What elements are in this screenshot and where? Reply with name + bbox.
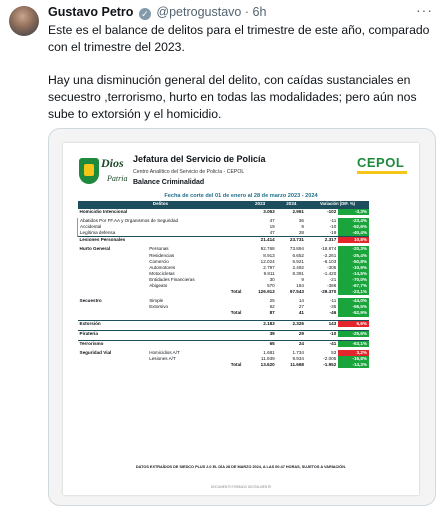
document-title: Jefatura del Servicio de Policía — [133, 154, 266, 164]
value-2024: 97.543 — [289, 289, 304, 295]
value-2024: 5.921 — [292, 258, 304, 264]
value-percent: -63,1% — [338, 340, 369, 347]
value-percent: -67,7% — [338, 283, 369, 289]
value-2023: 92.768 — [260, 246, 275, 252]
value-percent: -23,4% — [338, 218, 369, 224]
document-subtitle: Centro Analítico del Servicio de Policía - CEPOL — [133, 169, 245, 175]
value-2023: 87 — [269, 310, 275, 316]
value-2024: 23.731 — [277, 237, 306, 244]
value-2024: 36 — [298, 218, 304, 224]
value-percent: -40,4% — [338, 230, 369, 237]
value-2024: 2.326 — [277, 320, 306, 327]
value-2023: 126.913 — [258, 289, 275, 295]
header-variacion-label: Variación — [320, 201, 339, 207]
value-2024: 2.961 — [277, 209, 306, 216]
crime-subtype-label: Extorsivo — [149, 304, 169, 310]
value-percent: -52,6% — [338, 224, 369, 230]
value-2023: 9.811 — [263, 270, 275, 276]
value-difference: 143 — [306, 320, 338, 327]
value-percent: -70,0% — [338, 277, 369, 283]
crime-subtype-label: Personas — [149, 246, 169, 252]
table-row — [78, 320, 370, 327]
crime-table — [77, 201, 369, 368]
header-pct: % — [349, 201, 354, 207]
tweet-paragraph: Hay una disminución general del delito, con caídas sustanciales en secuestro ,terrorismo, hurto en todas las modalidades; pero aún nos sube to extorsión y el homicidio. — [48, 73, 417, 121]
table-header-row — [78, 201, 370, 209]
value-difference: -6.103 — [323, 258, 337, 264]
value-2023: 8.913 — [263, 252, 275, 258]
value-2023: 2.183 — [243, 320, 276, 327]
value-2023: 21.414 — [243, 237, 276, 244]
value-2023: 39 — [243, 330, 276, 337]
crime-subtype-label: Motocicletas — [149, 270, 175, 276]
value-2023: 62 — [269, 304, 275, 310]
value-2024: 9 — [301, 276, 304, 282]
value-difference: -10 — [329, 224, 337, 230]
crime-subtype-label: Simple — [149, 298, 164, 304]
value-percent: -10,9% — [338, 265, 369, 271]
value-difference: -35 — [329, 304, 337, 310]
value-percent: -50,8% — [338, 259, 369, 265]
value-2024: 73.894 — [289, 246, 304, 252]
verified-icon: ✓ — [139, 8, 151, 20]
author-handle[interactable]: @petrogustavo — [156, 5, 242, 19]
value-percent: -23,1% — [338, 289, 369, 295]
value-2024: 6.652 — [292, 252, 304, 258]
total-label: Total — [230, 289, 242, 295]
table-row — [78, 237, 370, 244]
crime-subtype-label: Legítima defensa — [78, 230, 244, 237]
value-2023: 13.620 — [260, 361, 275, 367]
crime-label: Lesiones Personales — [78, 237, 244, 244]
group-label: Hurto General — [79, 246, 111, 252]
value-difference: -41 — [306, 340, 338, 347]
cepol-logo — [357, 155, 407, 174]
crime-subtype-label: Comercio — [149, 258, 169, 264]
value-2023: 570 — [267, 283, 275, 289]
value-difference: 2.317 — [306, 237, 338, 244]
value-2023: 1.681 — [263, 349, 275, 355]
value-difference: -1.952 — [323, 361, 337, 367]
value-difference: -19 — [329, 230, 337, 236]
table-row — [78, 330, 370, 337]
value-percent: -56,5% — [338, 304, 369, 310]
value-percent: -25,6% — [338, 330, 369, 337]
value-2024: 28 — [298, 230, 304, 236]
tweet-header — [48, 5, 266, 20]
group-label: Secuestro — [79, 298, 102, 304]
value-difference: -11 — [329, 298, 337, 304]
header-dif: DIF. — [341, 201, 349, 207]
value-2024: 184 — [296, 283, 304, 289]
document-heading: Balance Criminalidad — [133, 179, 205, 186]
value-percent: 3,2% — [338, 350, 369, 356]
value-difference: -2.005 — [323, 355, 337, 361]
crime-subtype-label: Lesiones A/T — [149, 355, 176, 361]
avatar[interactable] — [9, 6, 39, 36]
crime-label: Terrorismo — [78, 340, 244, 347]
total-label: Total — [230, 361, 242, 367]
value-2024: 1.734 — [292, 349, 304, 355]
police-logo — [77, 152, 131, 192]
value-percent: -25,4% — [338, 253, 369, 259]
cepol-wordmark: CEPOL — [357, 155, 405, 170]
value-difference: -386 — [327, 283, 337, 289]
crime-subtype-label: Automotores — [149, 264, 176, 270]
table-body — [78, 209, 370, 369]
crime-subtype-label: Accidental — [78, 224, 244, 230]
header-2023: 2023 — [243, 201, 276, 209]
shield-icon — [79, 158, 99, 184]
crime-subtype-label: Abatidos Por FF.AA y Organismos de Seguridad — [78, 218, 244, 224]
separator: · — [244, 5, 250, 19]
value-difference: -46 — [329, 310, 337, 316]
value-difference: -29.370 — [320, 289, 337, 295]
crime-subtype-label: Entidades Financieras — [149, 276, 195, 282]
tweet-text — [48, 22, 433, 123]
value-difference: -305 — [327, 264, 337, 270]
crime-balance-document — [63, 143, 419, 495]
value-percent: -14,5% — [338, 271, 369, 277]
value-difference: -102 — [306, 209, 338, 216]
table-row — [78, 230, 370, 237]
value-difference: -11 — [329, 218, 337, 224]
value-2024: 14 — [298, 298, 304, 304]
value-2023: 47 — [269, 218, 275, 224]
cepol-bar — [357, 171, 407, 174]
value-percent: -44,0% — [338, 298, 369, 304]
value-2023: 47 — [269, 230, 275, 236]
logo-dios: Dios — [101, 156, 124, 170]
crime-subtype-label: Homicidios A/T — [149, 349, 180, 355]
table-row — [78, 340, 370, 347]
value-2024: 11.668 — [290, 361, 304, 367]
total-label: Total — [230, 310, 242, 316]
footnote: DATOS EXTRAÍDOS DE SIEDCO PLUS 2.0 EL DÍA 28 DE MARZO 2024, A LAS 00:47 HORAS, SUJETOS A VARIACIÓN. — [135, 465, 347, 469]
tweet-paragraph: Este es el balance de delitos para el trimestre de este año, comparado con el trimestre del 2023. — [48, 23, 430, 54]
value-difference: -10 — [306, 330, 338, 337]
value-difference: -18.874 — [320, 246, 337, 252]
value-percent: 6,6% — [338, 320, 369, 327]
value-percent: -16,8% — [338, 356, 369, 362]
value-2023: 3.063 — [243, 209, 276, 216]
value-percent: 10,8% — [338, 237, 369, 244]
crime-label: Homicidio Intencional — [78, 209, 244, 216]
value-2023: 19 — [269, 224, 275, 230]
value-2023: 30 — [269, 276, 275, 282]
value-2023: 65 — [243, 340, 276, 347]
value-2024: 2.492 — [292, 264, 304, 270]
value-difference: -21 — [329, 276, 337, 282]
table-row — [78, 362, 370, 368]
header-variacion: Variación (DIF. %) — [306, 201, 369, 209]
value-difference: -1.420 — [323, 270, 337, 276]
timestamp[interactable]: 6h — [252, 5, 267, 19]
crime-subtype-label: Abigeato — [149, 283, 168, 289]
value-2023: 11.939 — [261, 355, 275, 361]
value-2024: 24 — [277, 340, 306, 347]
value-2023: 2.797 — [263, 264, 275, 270]
value-2024: 41 — [298, 310, 304, 316]
value-2024: 8.391 — [292, 270, 304, 276]
value-difference: -2.261 — [323, 252, 337, 258]
value-percent: -3,3% — [338, 209, 369, 216]
signature-note: DOCUMENTO FIRMADO DIGITALMENTE — [210, 485, 272, 489]
more-options-icon[interactable]: ··· — [416, 2, 433, 18]
value-2023: 12.024 — [260, 258, 275, 264]
group-label — [78, 362, 148, 368]
crime-subtype-label: Residencias — [149, 252, 175, 258]
value-percent: -14,3% — [338, 362, 369, 368]
author-name[interactable]: Gustavo Petro — [48, 5, 134, 19]
header-delitos: Delitos — [78, 201, 244, 209]
value-2024: 9 — [301, 224, 304, 230]
value-percent: -20,3% — [338, 246, 369, 252]
crime-label: Extorsión — [78, 320, 244, 327]
value-difference: 53 — [331, 349, 337, 355]
crime-label: Piratería — [78, 330, 244, 337]
table-row — [78, 209, 370, 216]
logo-patria: Patria — [107, 174, 128, 183]
header-2024: 2024 — [277, 201, 306, 209]
value-percent: -52,9% — [338, 310, 369, 316]
date-range: Fecha de corte del 01 de enero al 28 de marzo 2023 - 2024 — [164, 193, 318, 199]
value-2024: 29 — [277, 330, 306, 337]
group-label: Seguridad Vial — [79, 349, 112, 355]
value-2024: 27 — [298, 304, 304, 310]
value-2023: 25 — [269, 298, 275, 304]
tweet-image[interactable] — [48, 128, 436, 506]
value-2024: 9.934 — [292, 355, 304, 361]
